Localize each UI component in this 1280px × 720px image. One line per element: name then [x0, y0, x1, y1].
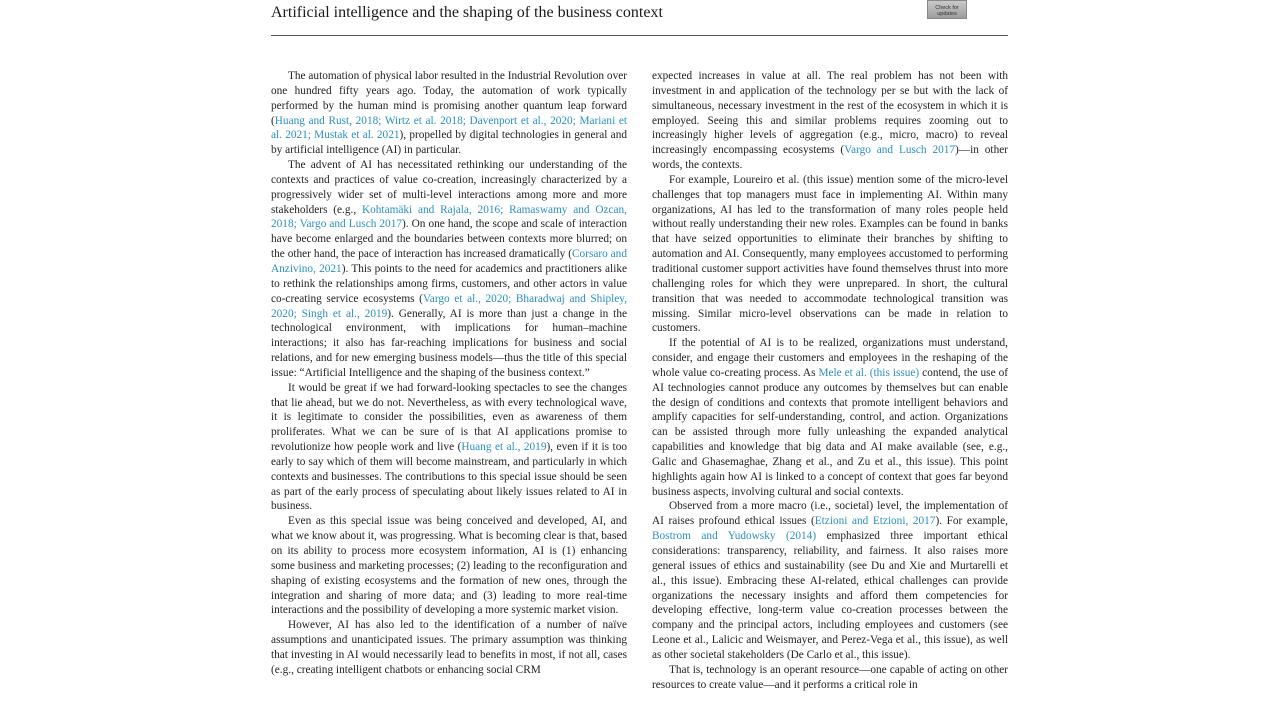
citation-link[interactable]: Corsaro and Anzivino, 2021	[271, 248, 627, 275]
citation-link[interactable]: Bostrom and Yudowsky (2014)	[652, 530, 817, 543]
right-column	[652, 69, 1008, 692]
citation-link[interactable]: Huang and Rust, 2018; Wirtz et al. 2018; Davenport et al., 2020; Mariani et al. 2021; Mustak et al. 2021	[271, 114, 627, 142]
citation-link[interactable]: Vargo and Lusch 2017	[844, 144, 956, 157]
text: Observed from a more macro (i.e., societal) level, the implementation of AI raises profound ethical issues (	[652, 500, 1008, 528]
paragraph	[652, 336, 1008, 499]
paragraph	[271, 158, 627, 381]
text: emphasized three important ethical considerations: transparency, reliability, and fairness. It also raises more general issues of ethics and sustainability (see Du and Xie and Murtarelli et al., this issue). Embracing these AI-related, ethical challenges can provide organizations the necessary insights and afford them competencies for developing effective, long-term value co-creation processes between the company and the principal actors, including employees and customers (see Leone et al., Lalicic and Weismayer, and Perez-Vega et al., this issue), as well as other societal stakeholders (De Carlo et al., this issue).	[652, 530, 1008, 661]
text: expected increases in value at all. The real problem has not been with investment in and application of the technology per se but with the lack of simultaneous, necessary investment in the rest of the ecosystem in which it is employed. Seeing this and similar problems requires zooming out to increasingly higher levels of aggregation (e.g., micro, macro) to reveal increasingly encompassing ecosystems (	[652, 70, 1008, 157]
text: It would be great if we had forward-looking spectacles to see the changes that lie ahead, but we do not. Nevertheless, as with every technological wave, it is legitimate to consider the possibilities, even as awareness of them proliferates. What we can be sure of is that AI applications promise to revolutionize how people work and live (	[271, 381, 627, 454]
left-column	[271, 69, 627, 678]
citation-link[interactable]: Huang et al., 2019	[461, 441, 547, 454]
page-title: Artificial intelligence and the shaping of the business context	[271, 4, 663, 21]
text: ), propelled by digital technologies in general and by artificial intelligence (AI) in particular.	[271, 129, 627, 157]
text: )—in other words, the contexts.	[652, 144, 1008, 172]
text: ). This points to the need for academics and practitioners alike to rethink the relationships among firms, customers, and other actors in value co-creating service ecosystems (	[271, 262, 627, 305]
text: The automation of physical labor resulted in the Industrial Revolution over one hundred fifty years ago. Today, the automation of work typically performed by the human mind is promising another quantum leap forward (	[271, 70, 627, 127]
badge-line-1: Check for	[935, 5, 959, 11]
paragraph: However, AI has also led to the identification of a number of naïve assumptions and unanticipated issues. The primary assumption was thinking that investing in AI would necessarily lead to benefits in most, if not all, cases (e.g., creating intelligent chatbots or enhancing social CRM	[271, 619, 627, 676]
paragraph: That is, technology is an operant resource—one capable of acting on other resources to create value—and it performs a critical role in	[652, 663, 1008, 691]
paragraph	[271, 69, 627, 158]
paragraph: Even as this special issue was being conceived and developed, AI, and what we know about it, was progressing. What is becoming clear is that, based on its ability to process more ecosystem information, AI is (1) enhancing some business and marketing processes; (2) leading to the reconfiguration and shaping of existing ecosystems and the formation of new ones, through the integration and sharing of more data; and (3) leading to more real-time interactions and the possibility of developing a more systemic market vision.	[271, 515, 627, 617]
citation-link[interactable]: Kohtamäki and Rajala, 2016; Ramaswamy and Ozcan, 2018; Vargo and Lusch 2017	[271, 203, 628, 231]
citation-link[interactable]: Mele et al. (this issue)	[818, 366, 920, 379]
text: The advent of AI has necessitated rethinking our understanding of the contexts and practices of value co-creation, increasingly characterized by a progressively wider set of multi-level interactions among more and more stakeholders (e.g.,	[271, 159, 627, 216]
text: If the potential of AI is to be realized, organizations must understand, consider, and engage their customers and employees in the reshaping of the whole value co-creating process. As	[652, 337, 1008, 379]
citation-link[interactable]: Etzioni and Etzioni, 2017	[814, 515, 936, 528]
paragraph	[652, 69, 1008, 173]
paragraph	[271, 381, 627, 515]
paragraph: For example, Loureiro et al. (this issue) mention some of the micro-level challenges that top managers must face in implementing AI. Within many organizations, AI has led to the transformation of many roles people held without really understanding their new roles. Examples can be found in banks that have seized opportunities to eliminate their branches by shifting to automation and AI. Consequently, many employees accustomed to performing traditional customer support activities have found themselves thrust into more challenging roles for which they were unprepared. In short, the cultural transition that was needed to accommodate technological transition was missing. Similar micro-level observations can be made in relation to customers.	[652, 173, 1008, 335]
paragraph	[652, 499, 1008, 662]
check-for-updates-badge[interactable]	[927, 0, 967, 19]
text: contend, the use of AI technologies cannot produce any outcomes by themselves but can enable the design of conditions and contexts that promote intelligent behaviors and amplify capacities for self-understanding, control, and action. Organizations can be assisted through more fully unleashing the expanded analytical capabilities and knowledge that big data and AI make available (see, e.g., Galic and Ghasemaghae, Zhang et al., and Zu et al., this issue). This point highlights again how AI is linked to a concept of context that goes far beyond business aspects, involving cultural and social contexts.	[652, 366, 1008, 498]
citation-link[interactable]: Vargo et al., 2020; Bharadwaj and Shipley, 2020; Singh et al., 2019	[271, 292, 627, 320]
text: ). On one hand, the scope and scale of interaction have become enlarged and the boundaries between contexts more blurred; on the other hand, the pace of interaction has increased dramatically (	[271, 218, 627, 261]
header-divider	[271, 35, 1008, 36]
badge-line-2: updates	[937, 10, 957, 17]
text: ). For example,	[935, 515, 1008, 528]
text: ). Generally, AI is more than just a change in the technological environment, with implications for human–machine interactions; it also has far-reaching implications for business and social relations, and for new emerging business models—thus the title of this special issue: “Artificial Intelligence and the shaping of the business context.”	[271, 307, 627, 379]
text: ), even if it is too early to say which of them will become mainstream, and particularly in which contexts and businesses. The contributions to this special issue should be seen as part of the early process of speculating about likely issues related to AI in business.	[271, 441, 627, 513]
